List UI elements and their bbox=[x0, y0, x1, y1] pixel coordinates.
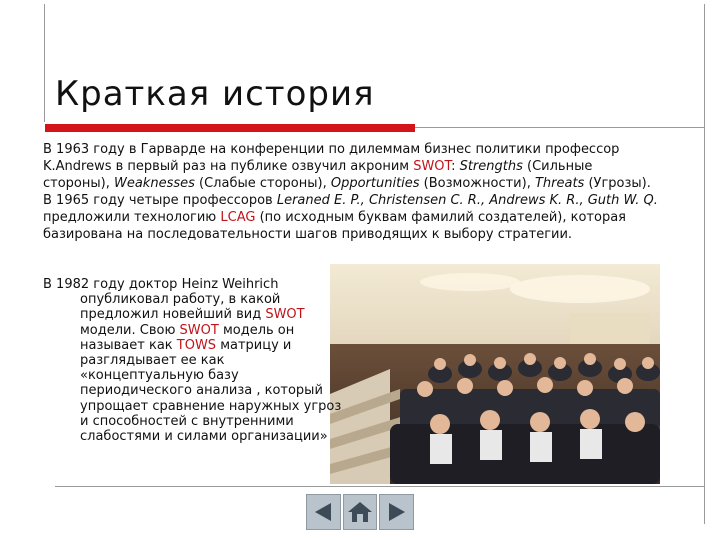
weaknesses-term: Weaknesses bbox=[113, 176, 195, 191]
text: (Сильные стороны), bbox=[43, 159, 593, 191]
threats-term: Threats bbox=[534, 176, 585, 191]
paragraph-1965 bbox=[43, 192, 663, 243]
text: : bbox=[451, 159, 460, 174]
next-slide-button[interactable] bbox=[379, 494, 414, 530]
frame-line-bottom bbox=[55, 486, 705, 487]
frame-line-left bbox=[44, 4, 45, 122]
triangle-left-icon bbox=[311, 500, 335, 524]
text: В 1963 году в Гарварде на конференции по дилеммам бизнес политики профессор K.Andrews в первый раз на публике озвучил акроним bbox=[43, 142, 620, 174]
text: В 1965 году четыре профессоров bbox=[43, 193, 277, 208]
swot-term: SWOT bbox=[179, 322, 219, 338]
previous-slide-button[interactable] bbox=[306, 494, 341, 530]
paragraph-1982 bbox=[43, 277, 343, 444]
tows-term: TOWS bbox=[176, 337, 217, 353]
paragraph-1963 bbox=[43, 141, 663, 192]
swot-term: SWOT bbox=[265, 307, 305, 323]
home-slide-button[interactable] bbox=[343, 494, 378, 530]
text: опубликовал работу, в какой предложил новейший вид bbox=[80, 292, 281, 323]
lcag-term: LCAG bbox=[220, 210, 256, 225]
slide-title: Краткая история bbox=[55, 74, 375, 114]
authors-list: Leraned E. P., Christensen C. R., Andrews K. R., Guth W. Q. bbox=[276, 193, 658, 208]
text: (Возможности), bbox=[419, 176, 535, 191]
swot-term: SWOT bbox=[413, 159, 452, 174]
text: матрицу и разглядывает ее как «концептуальную базу периодического анализа , который упрощает сравнение наружных угроз и способностей с внутренними слабостями и силами организации» bbox=[80, 337, 342, 445]
text: В 1982 году доктор Heinz Weihrich bbox=[43, 277, 279, 292]
text: модель он называет как bbox=[80, 322, 295, 353]
title-underline-red bbox=[45, 124, 415, 132]
triangle-right-icon bbox=[385, 500, 409, 524]
opportunities-term: Opportunities bbox=[330, 176, 420, 191]
strengths-term: Strengths bbox=[459, 159, 523, 174]
text: (Слабые стороны), bbox=[194, 176, 331, 191]
slide-body bbox=[43, 141, 663, 243]
text: (Угрозы). bbox=[584, 176, 651, 191]
text: предложили технологию bbox=[43, 210, 221, 225]
text: модели. Свою bbox=[80, 322, 180, 338]
slide-navigation bbox=[306, 494, 414, 530]
paragraph-1982-continuation bbox=[43, 292, 343, 444]
frame-line-right bbox=[704, 4, 705, 524]
conference-audience-photo bbox=[330, 264, 660, 484]
home-icon bbox=[347, 500, 373, 524]
text: (по исходным буквам фамилий создателей), которая базирована на последовательности шагов приводящих к выбору стратегии. bbox=[43, 210, 626, 242]
